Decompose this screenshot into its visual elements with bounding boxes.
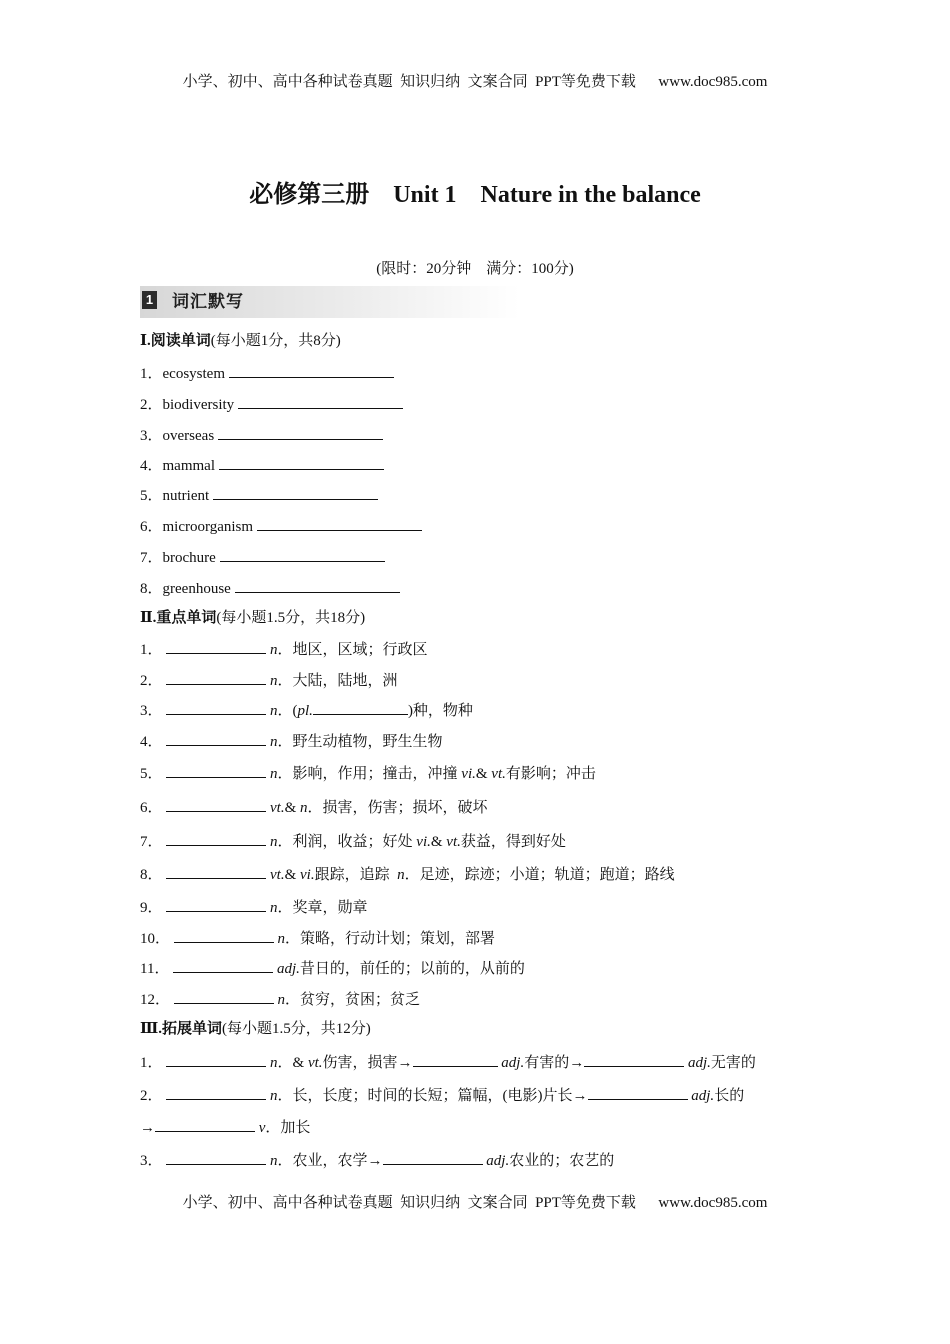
list-item: 3． n．(pl. )种，物种 xyxy=(140,700,473,721)
list-item: 3． n．农业，农学→ adj.农业的；农艺的 xyxy=(140,1150,614,1171)
header-banner: 小学、初中、高中各种试卷真题 知识归纳 文案合同 PPT等免费下载 www.doc985.com xyxy=(182,74,768,90)
list-item: 2．biodiversity xyxy=(140,394,403,415)
part1-heading: Ⅰ.阅读单词(每小题1分，共8分) xyxy=(140,333,341,349)
list-item: 6．microorganism xyxy=(140,516,422,537)
list-item: 1． n．地区，区域；行政区 xyxy=(140,639,428,660)
list-item: 7． n．利润，收益；好处 vi.& vt.获益，得到好处 xyxy=(140,831,566,852)
list-item: 1． n．& vt.伤害，损害→ adj.有害的→ adj.无害的 xyxy=(140,1052,756,1073)
list-item: 2． n．大陆，陆地，洲 xyxy=(140,670,398,691)
list-item: 11． adj.昔日的，前任的；以前的，从前的 xyxy=(140,958,525,979)
list-item: 1．ecosystem xyxy=(140,363,394,384)
list-item: 4．mammal xyxy=(140,455,384,476)
list-item: 5． n．影响，作用；撞击，冲撞 vi.& vt.有影响；冲击 xyxy=(140,763,596,784)
list-item: 2． n．长，长度；时间的长短；篇幅，(电影)片长→ adj.长的 xyxy=(140,1085,744,1106)
list-item-continuation: → v．加长 xyxy=(140,1117,310,1138)
section-header xyxy=(140,286,520,318)
footer-banner: 小学、初中、高中各种试卷真题 知识归纳 文案合同 PPT等免费下载 www.doc985.com xyxy=(182,1195,768,1211)
list-item: 12． n．贫穷，贫困；贫乏 xyxy=(140,989,420,1010)
list-item: 5．nutrient xyxy=(140,485,378,506)
page-title: 必修第三册 Unit 1 Nature in the balance xyxy=(249,182,701,208)
section-number-badge: 1 xyxy=(142,291,157,309)
list-item: 8． vt.& vi.跟踪，追踪 n．足迹，踪迹；小道；轨道；跑道；路线 xyxy=(140,864,675,885)
list-item: 8．greenhouse xyxy=(140,578,400,599)
time-limit: (限时：20分钟 满分：100分) xyxy=(376,261,574,277)
list-item: 10． n．策略，行动计划；策划，部署 xyxy=(140,928,495,949)
list-item: 4． n．野生动植物，野生生物 xyxy=(140,731,443,752)
part2-heading: Ⅱ.重点单词(每小题1.5分，共18分) xyxy=(140,610,366,626)
list-item: 7．brochure xyxy=(140,547,385,568)
list-item: 3．overseas xyxy=(140,425,383,446)
section-title: 词汇默写 xyxy=(172,292,244,312)
part3-heading: Ⅲ.拓展单词(每小题1.5分，共12分) xyxy=(140,1021,371,1037)
list-item: 6． vt.& n．损害，伤害；损坏，破坏 xyxy=(140,797,488,818)
list-item: 9． n．奖章，勋章 xyxy=(140,897,368,918)
